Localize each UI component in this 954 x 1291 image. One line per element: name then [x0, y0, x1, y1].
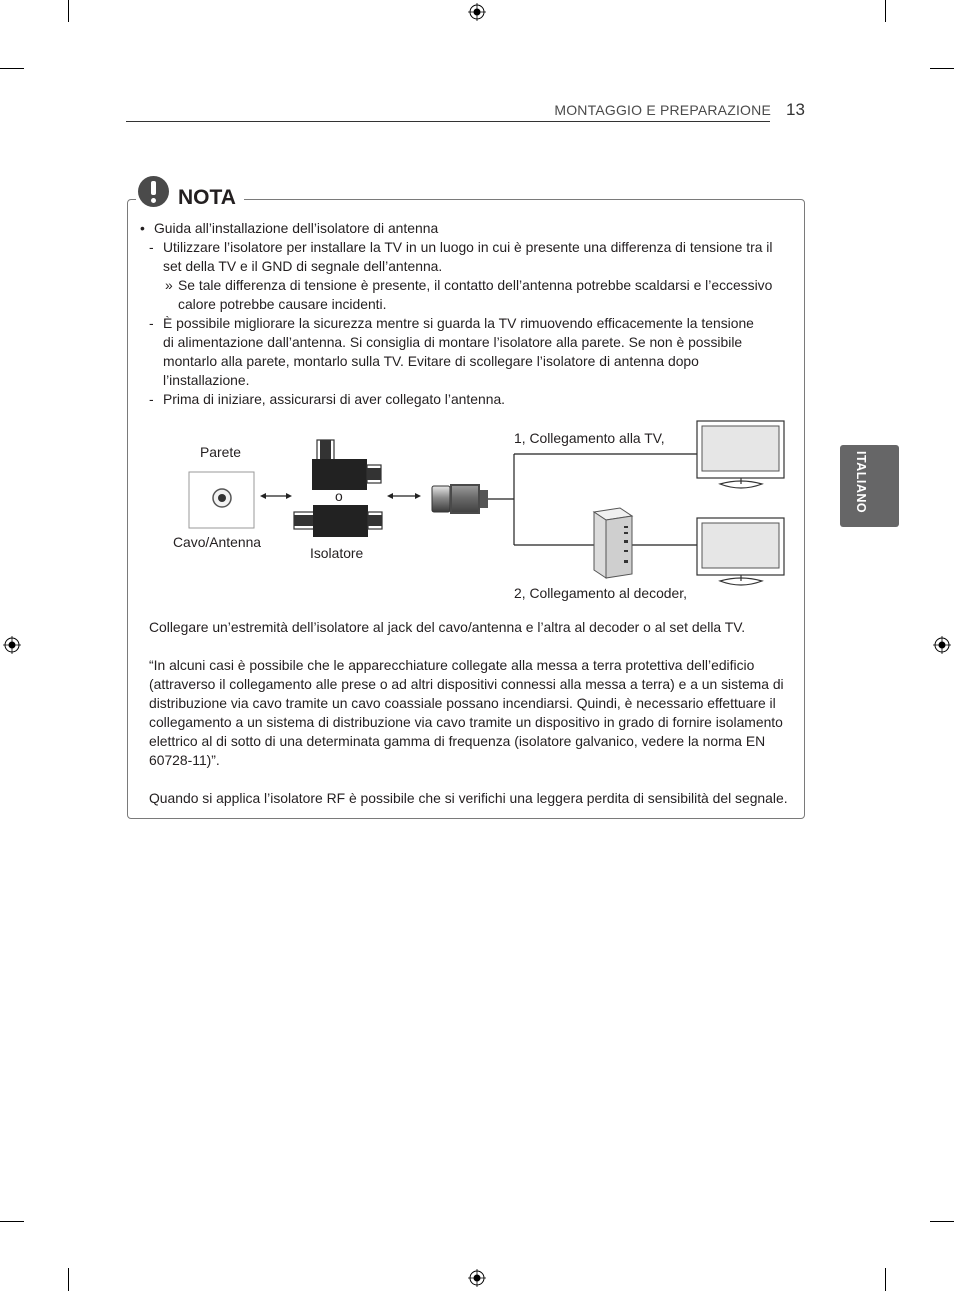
- paragraph-line: distribuzione via cavo tramite un cavo coassiale possano incendiarsi. Quindi, è necessario effettuare il: [149, 695, 776, 711]
- section-title: MONTAGGIO E PREPARAZIONE: [554, 102, 771, 118]
- list-item-text: di alimentazione dall’antenna. Si consiglia di montare l’isolatore alla parete. Se non è possibile: [163, 334, 743, 350]
- chevron-marker: »: [165, 277, 173, 293]
- sub-item-text: calore potrebbe causare incidenti.: [178, 296, 387, 312]
- or-label: o: [335, 488, 343, 504]
- set-top-box-icon: [594, 508, 632, 578]
- dash-marker: -: [149, 239, 154, 255]
- list-item-text: l’installazione.: [163, 372, 250, 388]
- paragraph-line: elettrico al di sotto di una determinata gamma di frequenza (isolatore galvanico, vedere la norma EN: [149, 733, 766, 749]
- page-number: 13: [786, 100, 805, 119]
- cable-antenna-label: Cavo/Antenna: [173, 534, 262, 550]
- language-tab-label: ITALIANO: [854, 451, 868, 514]
- coax-plug-icon: [432, 484, 488, 514]
- paragraph-line: “In alcuni casi è possibile che le apparecchiature collegate alla messa a terra protettiva dell’edificio: [149, 657, 755, 673]
- tv-icon: [697, 518, 784, 585]
- tv-connection-label: 1, Collegamento alla TV,: [514, 430, 665, 446]
- paragraph: Collegare un’estremità dell’isolatore al jack del cavo/antenna e l’altra al decoder o al set della TV.: [149, 619, 746, 635]
- isolator-straight-icon: [294, 505, 382, 537]
- double-arrow-icon: [387, 493, 421, 499]
- wall-label: Parete: [200, 444, 241, 460]
- list-item-text: Utilizzare l’isolatore per installare la TV in un luogo in cui è presente una differenza di tensione tra il: [163, 239, 773, 255]
- paragraph: Quando si applica l’isolatore RF è possibile che si verifichi una leggera perdita di sensibilità del segnale.: [149, 790, 788, 806]
- double-arrow-icon: [260, 493, 292, 499]
- bullet-heading: Guida all’installazione dell’isolatore di antenna: [154, 220, 439, 236]
- list-item-text: È possibile migliorare la sicurezza mentre si guarda la TV rimuovendo efficacemente la tensione: [163, 315, 754, 331]
- note-title: NOTA: [178, 186, 236, 209]
- paragraph-line: (attraverso il collegamento alle prese o ad altri dispositivi connessi alla messa a terra) e a un sistema di: [149, 676, 784, 692]
- paragraph-line: collegamento a un sistema di distribuzione via cavo tramite un dispositivo in grado di fornire isolamento: [149, 714, 783, 730]
- list-item-text: Prima di iniziare, assicurarsi di aver collegato l’antenna.: [163, 391, 506, 407]
- tv-icon: [697, 421, 784, 488]
- sub-item-text: Se tale differenza di tensione è presente, il contatto dell’antenna potrebbe scaldarsi e l’eccessivo: [178, 277, 773, 293]
- list-item-text: set della TV e il GND di segnale dell’antenna.: [163, 258, 443, 274]
- wall-outlet-icon: [189, 472, 254, 528]
- list-item-text: montarlo alla parete, montarlo sulla TV. Evitare di scollegare l’isolatore di antenna dopo: [163, 353, 699, 369]
- dash-marker: -: [149, 315, 154, 331]
- decoder-connection-label: 2, Collegamento al decoder,: [514, 585, 687, 601]
- cable-lines: [488, 454, 697, 545]
- bullet-marker: •: [140, 220, 145, 236]
- paragraph-line: 60728-11)”.: [149, 752, 220, 768]
- isolator-angled-icon: [312, 440, 381, 490]
- isolator-label: Isolatore: [310, 545, 364, 561]
- dash-marker: -: [149, 391, 154, 407]
